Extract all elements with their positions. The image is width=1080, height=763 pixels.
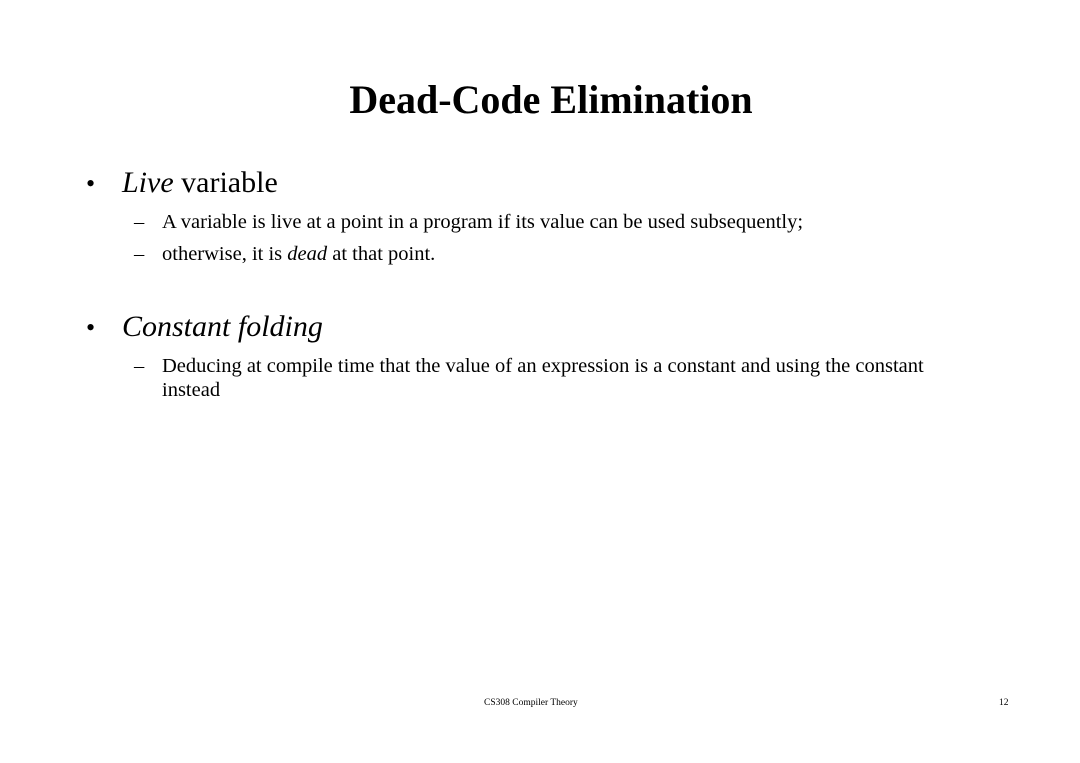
- bullet-marker: •: [86, 313, 96, 342]
- subitem-text-before: A variable is live at a point in a program if its value can be used subsequently;: [162, 211, 804, 233]
- bullet-marker: •: [86, 169, 96, 198]
- bullet-term-italic: Live: [122, 166, 174, 199]
- bullet-constant-folding: [86, 309, 323, 346]
- dash-marker: –: [134, 355, 145, 377]
- bullet-term-italic: Constant folding: [122, 310, 323, 343]
- subitem-text: [162, 242, 964, 266]
- subitem-constant-folding-definition: [134, 354, 964, 402]
- subitem-text-before: otherwise, it is: [162, 243, 288, 265]
- bullet-term-rest: variable: [173, 166, 278, 199]
- subitem-live-definition: [134, 210, 964, 234]
- bullet-live-variable: [86, 165, 278, 202]
- subitem-text: [162, 210, 964, 234]
- footer-course: CS308 Compiler Theory: [484, 698, 578, 708]
- subitem-text: [162, 354, 964, 402]
- subitem-dead-definition: [134, 242, 964, 266]
- subitem-text-italic: dead: [287, 243, 328, 265]
- dash-marker: –: [134, 243, 145, 265]
- subitem-text-before: Deducing at compile time that the value of an expression is a constant and using the constant instead: [162, 355, 924, 401]
- subitem-text-after: at that point.: [327, 243, 436, 265]
- slide-title: Dead-Code Elimination: [349, 77, 753, 122]
- dash-marker: –: [134, 211, 145, 233]
- footer-page-number: 12: [999, 698, 1009, 708]
